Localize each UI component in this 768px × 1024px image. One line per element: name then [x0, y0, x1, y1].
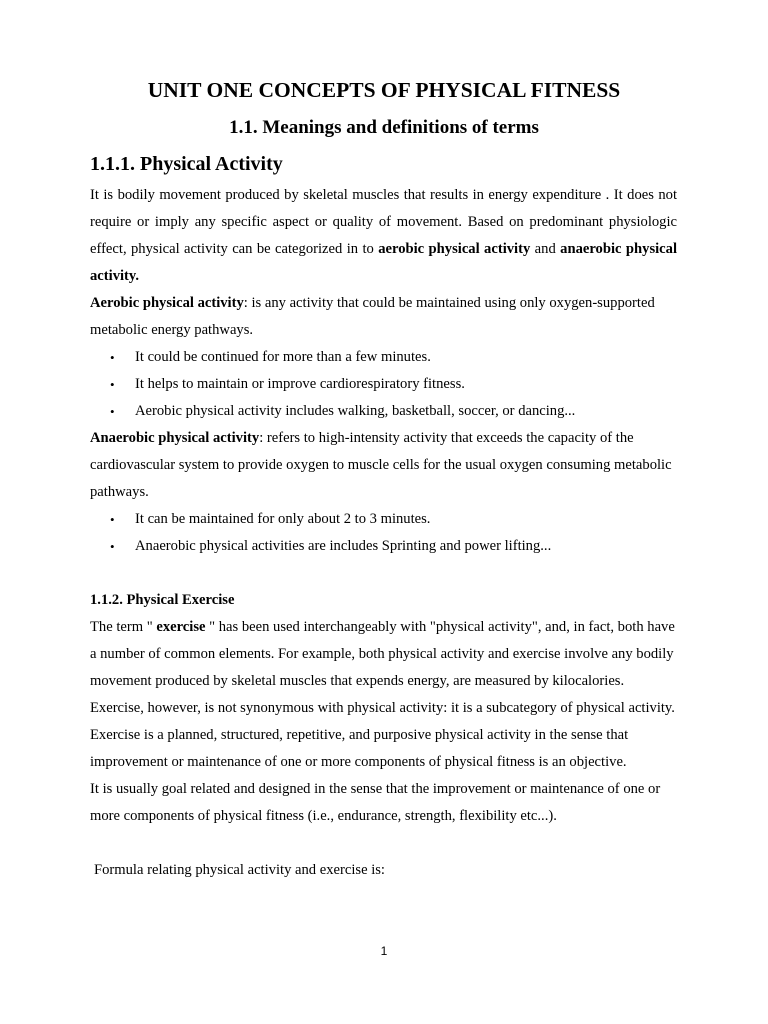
bullet-icon: •	[110, 350, 115, 365]
list-item-text: It can be maintained for only about 2 to 3 minutes.	[135, 511, 431, 527]
spacer	[90, 560, 677, 587]
heading-physical-exercise: 1.1.2. Physical Exercise	[90, 592, 235, 608]
term-aerobic-inline: aerobic physical activity	[378, 241, 531, 257]
paragraph-aerobic-definition	[90, 290, 677, 344]
term-exercise: exercise	[156, 619, 206, 635]
list-item	[90, 506, 677, 533]
document-body	[90, 182, 677, 884]
list-item-text: It could be continued for more than a few minutes.	[135, 349, 431, 365]
list-item-text: Anaerobic physical activities are includes Sprinting and power lifting...	[135, 538, 552, 554]
anaerobic-definition-text: : refers to high-intensity activity that exceeds the capacity of the cardiovascular system to provide oxygen to muscle cells for the usual oxygen consuming metabolic pathways.	[90, 430, 672, 500]
paragraph-exercise-planned: Exercise is a planned, structured, repetitive, and purposive physical activity in the sense that improvement or maintenance of one or more components of physical fitness is an objective.	[90, 727, 629, 770]
section-subtitle: 1.1. Meanings and definitions of terms	[229, 117, 539, 138]
intro-and: and	[530, 241, 561, 257]
exercise-p1-rest: " has been used interchangeably with "physical activity", and, in fact, both have a number of common elements. For example, both physical activity and exercise involve any bodily movement produced by skeletal muscles that expends energy, are measured by kilocalories.	[90, 619, 675, 689]
paragraph-exercise-goal: It is usually goal related and designed in the sense that the improvement or maintenance of one or more components of physical fitness (i.e., endurance, strength, flexibility etc...).	[90, 781, 661, 824]
aerobic-bullet-list	[90, 344, 677, 425]
page-title: UNIT ONE CONCEPTS OF PHYSICAL FITNESS	[147, 78, 621, 102]
term-aerobic: Aerobic physical activity	[90, 295, 244, 311]
paragraph-exercise-term	[90, 614, 677, 695]
formula-intro-line: Formula relating physical activity and exercise is:	[94, 862, 385, 878]
spacer	[90, 830, 677, 857]
list-item	[90, 371, 677, 398]
list-item	[90, 398, 677, 425]
bullet-icon: •	[110, 539, 115, 554]
heading-physical-activity: 1.1.1. Physical Activity	[90, 153, 283, 175]
bullet-icon: •	[110, 404, 115, 419]
list-item-text: Aerobic physical activity includes walking, basketball, soccer, or dancing...	[135, 403, 576, 419]
list-item-text: It helps to maintain or improve cardiorespiratory fitness.	[135, 376, 465, 392]
term-anaerobic: Anaerobic physical activity	[90, 430, 260, 446]
aerobic-definition-text: : is any activity that could be maintained using only oxygen-supported metabolic energy pathways.	[90, 295, 655, 338]
intro-text: It is bodily movement produced by skeletal muscles that results in energy expenditure . It does not require or imply any specific aspect or quality of movement. Based on predominant physiologic effect, physical activity can be categorized in to	[90, 187, 677, 257]
paragraph-exercise-subcategory: Exercise, however, is not synonymous with physical activity: it is a subcategory of physical activity.	[90, 700, 675, 716]
list-item	[90, 344, 677, 371]
anaerobic-bullet-list	[90, 506, 677, 560]
exercise-p1-start: The term "	[90, 619, 157, 635]
bullet-icon: •	[110, 512, 115, 527]
bullet-icon: •	[110, 377, 115, 392]
paragraph-anaerobic-definition	[90, 425, 677, 506]
paragraph-physical-activity-intro	[90, 182, 677, 290]
page-number: 1	[380, 944, 388, 958]
term-anaerobic-inline: anaerobic physical activity.	[90, 241, 678, 284]
list-item	[90, 533, 677, 560]
